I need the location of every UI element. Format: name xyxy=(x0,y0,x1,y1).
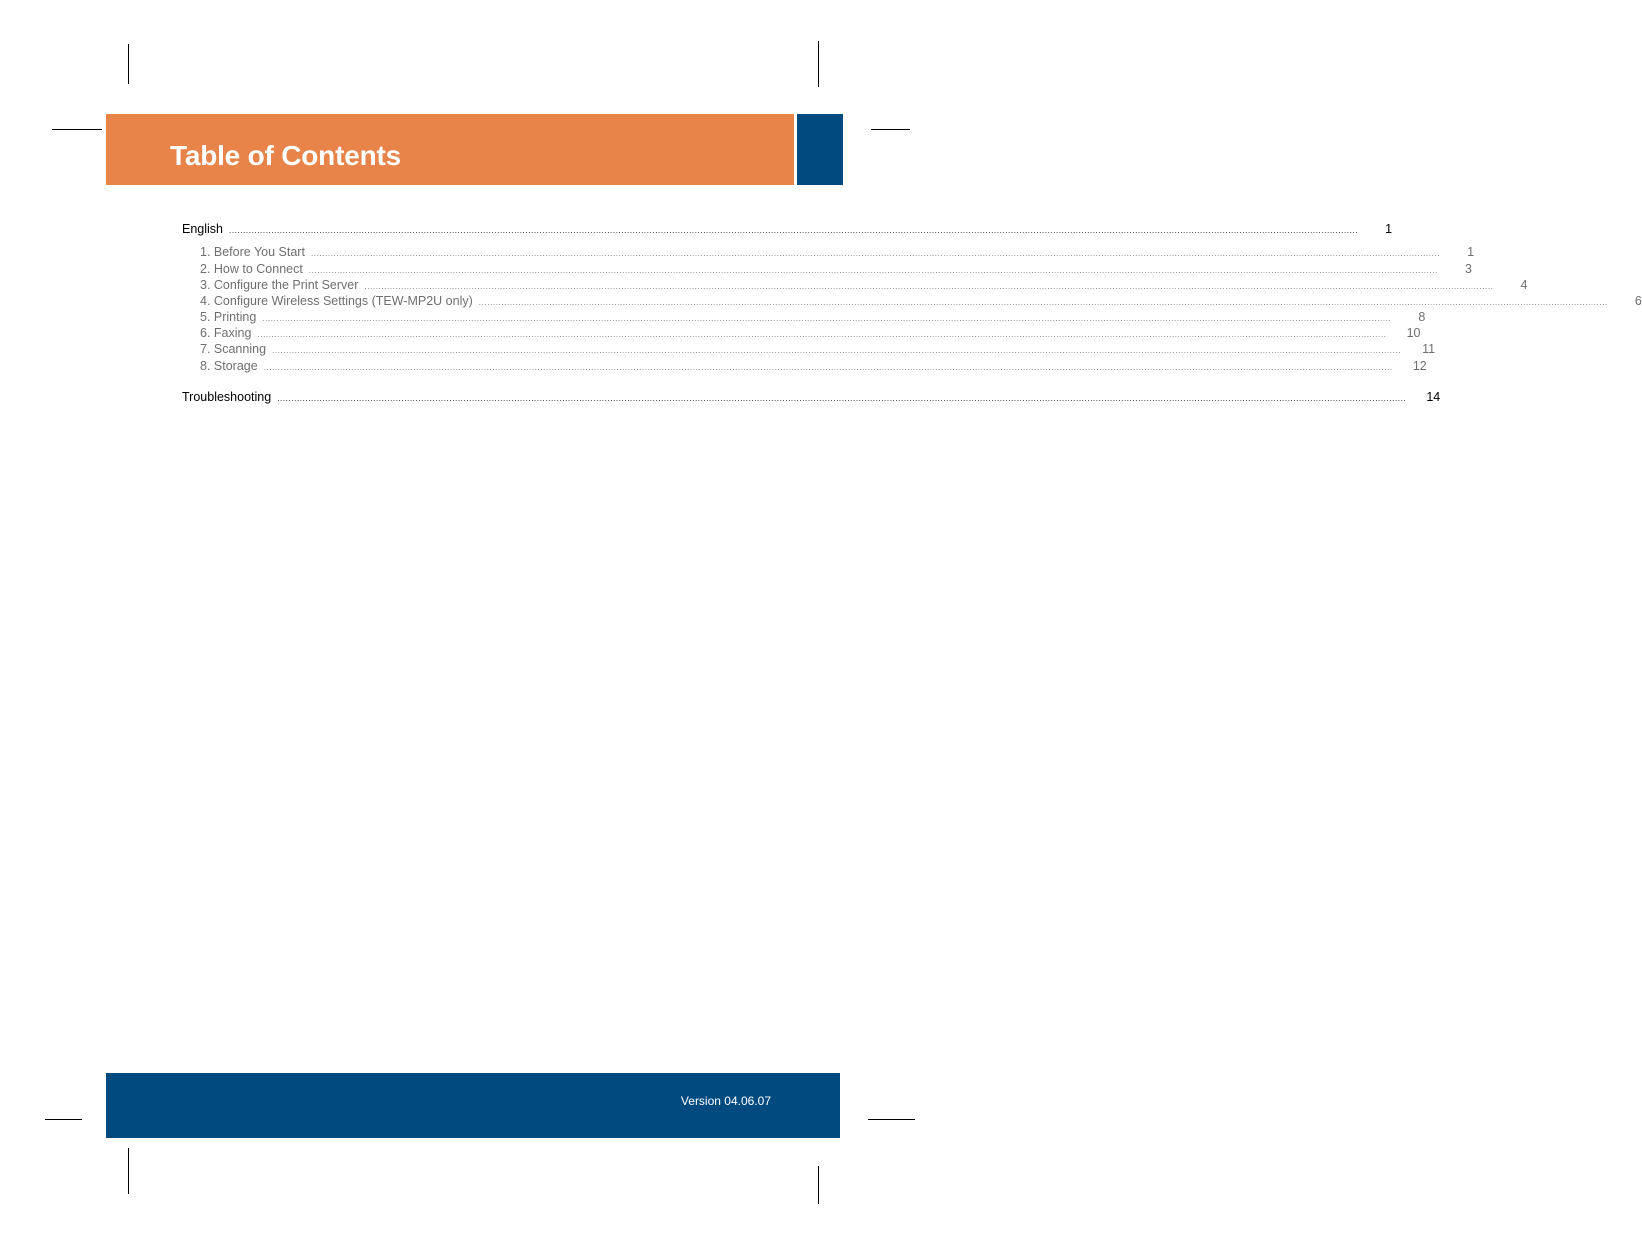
toc-entry-label: English xyxy=(182,222,223,236)
toc-leader-dots: ................................................................................................................................................................................................................................................................................................................................................................................................................ xyxy=(478,298,1608,307)
toc-entry-page: 4 xyxy=(1520,278,1528,292)
crop-mark-bottom-left-vertical xyxy=(128,1148,129,1194)
toc-leader-dots: ................................................................................................................................................................................................................................................................................................................................................................................................................ xyxy=(263,363,1393,372)
toc-entry-page: 1 xyxy=(1467,245,1475,259)
toc-entry-label: Troubleshooting xyxy=(182,390,272,404)
page-title: Table of Contents xyxy=(170,140,401,171)
toc-entry-page: 10 xyxy=(1406,326,1421,340)
toc-entry-page: 6 xyxy=(1634,294,1642,308)
crop-mark-bottom-right-horizontal xyxy=(868,1119,915,1120)
toc-entry-label: 7. Scanning xyxy=(200,342,267,356)
footer-bar xyxy=(106,1073,840,1138)
toc-leader-dots: ................................................................................................................................................................................................................................................................................................................................................................................................................ xyxy=(272,346,1402,355)
toc-entry-how-to-connect[interactable] xyxy=(200,261,1472,277)
toc-entry-label: 2. How to Connect xyxy=(200,262,303,276)
toc-leader-dots: ................................................................................................................................................................................................................................................................................................................................................................................................................ xyxy=(229,226,1359,235)
toc-leader-dots: ................................................................................................................................................................................................................................................................................................................................................................................................................ xyxy=(310,249,1441,258)
toc-entry-before-you-start[interactable] xyxy=(200,244,1475,260)
crop-mark-top-left-horizontal xyxy=(52,129,102,130)
toc-entry-page: 3 xyxy=(1464,262,1472,276)
toc-entry-faxing[interactable] xyxy=(200,325,1421,341)
toc-entry-label: 3. Configure the Print Server xyxy=(200,278,359,292)
toc-entry-page: 8 xyxy=(1418,310,1426,324)
header-bar xyxy=(106,114,794,185)
toc-entry-english[interactable] xyxy=(182,221,1393,237)
toc-entry-page: 14 xyxy=(1426,390,1441,404)
toc-entry-configure-print-server[interactable] xyxy=(200,277,1528,293)
toc-leader-dots: ................................................................................................................................................................................................................................................................................................................................................................................................................ xyxy=(364,282,1494,291)
crop-mark-top-right-vertical xyxy=(818,41,819,87)
toc-leader-dots: ................................................................................................................................................................................................................................................................................................................................................................................................................ xyxy=(262,314,1392,323)
toc-leader-dots: ................................................................................................................................................................................................................................................................................................................................................................................................................ xyxy=(277,394,1407,403)
toc-entry-label: 1. Before You Start xyxy=(200,245,305,259)
toc-entry-page: 12 xyxy=(1412,359,1427,373)
toc-entry-label: 6. Faxing xyxy=(200,326,252,340)
toc-leader-dots: ................................................................................................................................................................................................................................................................................................................................................................................................................ xyxy=(257,330,1387,339)
toc-entry-printing[interactable] xyxy=(200,309,1426,325)
crop-mark-top-left-vertical xyxy=(128,44,129,84)
crop-mark-top-right-horizontal xyxy=(871,129,910,130)
toc-entry-label: 8. Storage xyxy=(200,359,258,373)
toc-entry-troubleshooting[interactable] xyxy=(182,389,1441,405)
version-label: Version 04.06.07 xyxy=(680,1094,771,1108)
toc-entry-scanning[interactable] xyxy=(200,341,1436,357)
toc-entry-page: 11 xyxy=(1422,342,1436,356)
toc-entry-configure-wireless[interactable] xyxy=(200,293,1642,309)
toc-leader-dots: ................................................................................................................................................................................................................................................................................................................................................................................................................ xyxy=(308,266,1438,275)
toc-entry-label: 4. Configure Wireless Settings (TEW-MP2U only) xyxy=(200,294,473,308)
header-accent-block xyxy=(797,114,843,185)
toc-entry-storage[interactable] xyxy=(200,358,1427,374)
toc-entry-page: 1 xyxy=(1385,222,1393,236)
toc-entry-label: 5. Printing xyxy=(200,310,257,324)
crop-mark-bottom-left-horizontal xyxy=(45,1119,82,1120)
crop-mark-bottom-right-vertical xyxy=(818,1166,819,1204)
